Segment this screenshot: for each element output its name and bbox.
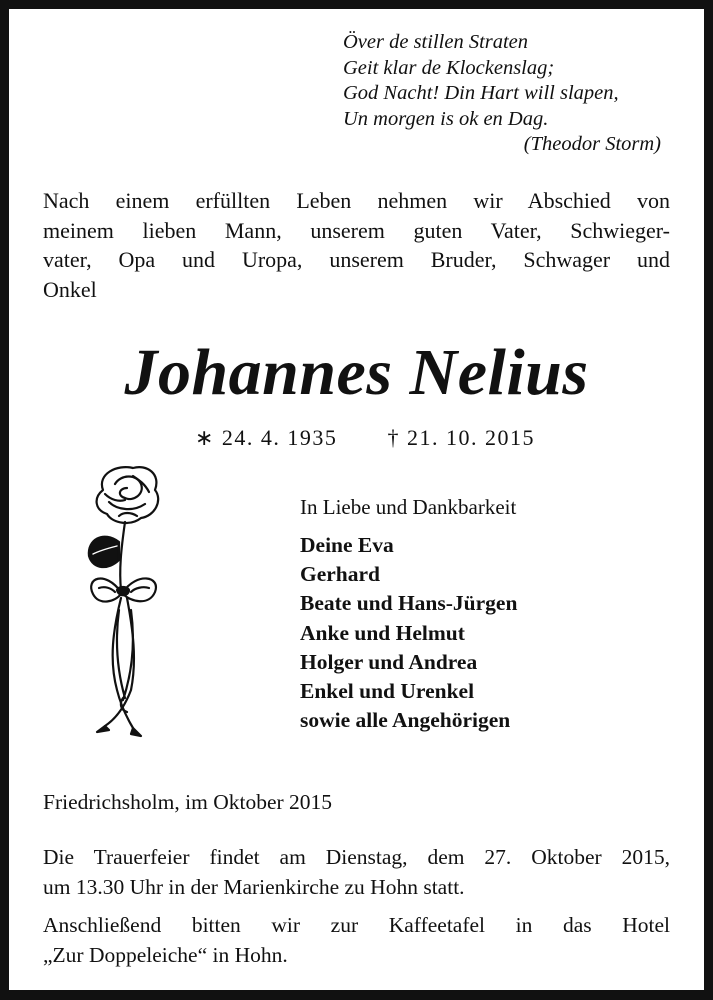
poem-line: Un morgen is ok en Dag.: [343, 107, 549, 130]
poem-line: Geit klar de Klockenslag;: [343, 56, 555, 79]
intro-line: Nach einem erfüllten Leben nehmen wir Abschied von: [43, 188, 670, 213]
mourner-name: sowie alle Angehörigen: [300, 708, 511, 733]
place-and-date: Friedrichsholm, im Oktober 2015: [43, 790, 333, 814]
ceremony-line: um 13.30 Uhr in der Marienkirche zu Hohn statt.: [43, 874, 465, 899]
ceremony-info: [43, 843, 670, 902]
rose-icon: [75, 460, 185, 740]
mourners-list: [300, 531, 517, 735]
coffee-info: [43, 911, 670, 970]
mourner-name: Enkel und Urenkel: [300, 679, 475, 704]
intro-text: [43, 186, 670, 304]
poem-line: Över de stillen Straten: [343, 31, 529, 53]
poem-author: (Theodor Storm): [523, 133, 661, 155]
intro-line: vater, Opa und Uropa, unserem Bruder, Schwager und: [43, 247, 670, 272]
mourner-name: Gerhard: [300, 562, 381, 587]
mourner-name: Deine Eva: [300, 533, 394, 557]
mourner-name: Beate und Hans-Jürgen: [300, 591, 518, 616]
coffee-line: Anschließend bitten wir zur Kaffeetafel in das Hotel: [43, 913, 670, 937]
intro-line: Onkel: [43, 276, 97, 302]
mourner-name: Holger und Andrea: [300, 649, 478, 674]
birth-date: ∗ 24. 4. 1935: [195, 425, 338, 450]
deceased-name: Johannes Nelius: [124, 336, 589, 409]
ceremony-line: Die Trauerfeier findet am Dienstag, dem 27. Oktober 2015,: [43, 845, 670, 869]
coffee-line: „Zur Doppeleiche“ in Hohn.: [43, 942, 288, 967]
death-date: † 21. 10. 2015: [387, 425, 535, 450]
life-dates: [195, 424, 535, 452]
thanks-line: In Liebe und Dankbarkeit: [300, 495, 517, 519]
intro-line: meinem lieben Mann, unserem guten Vater, Schwieger-: [43, 217, 670, 243]
poem: [343, 30, 673, 158]
poem-line: God Nacht! Din Hart will slapen,: [343, 82, 619, 104]
mourner-name: Anke und Helmut: [300, 620, 465, 645]
